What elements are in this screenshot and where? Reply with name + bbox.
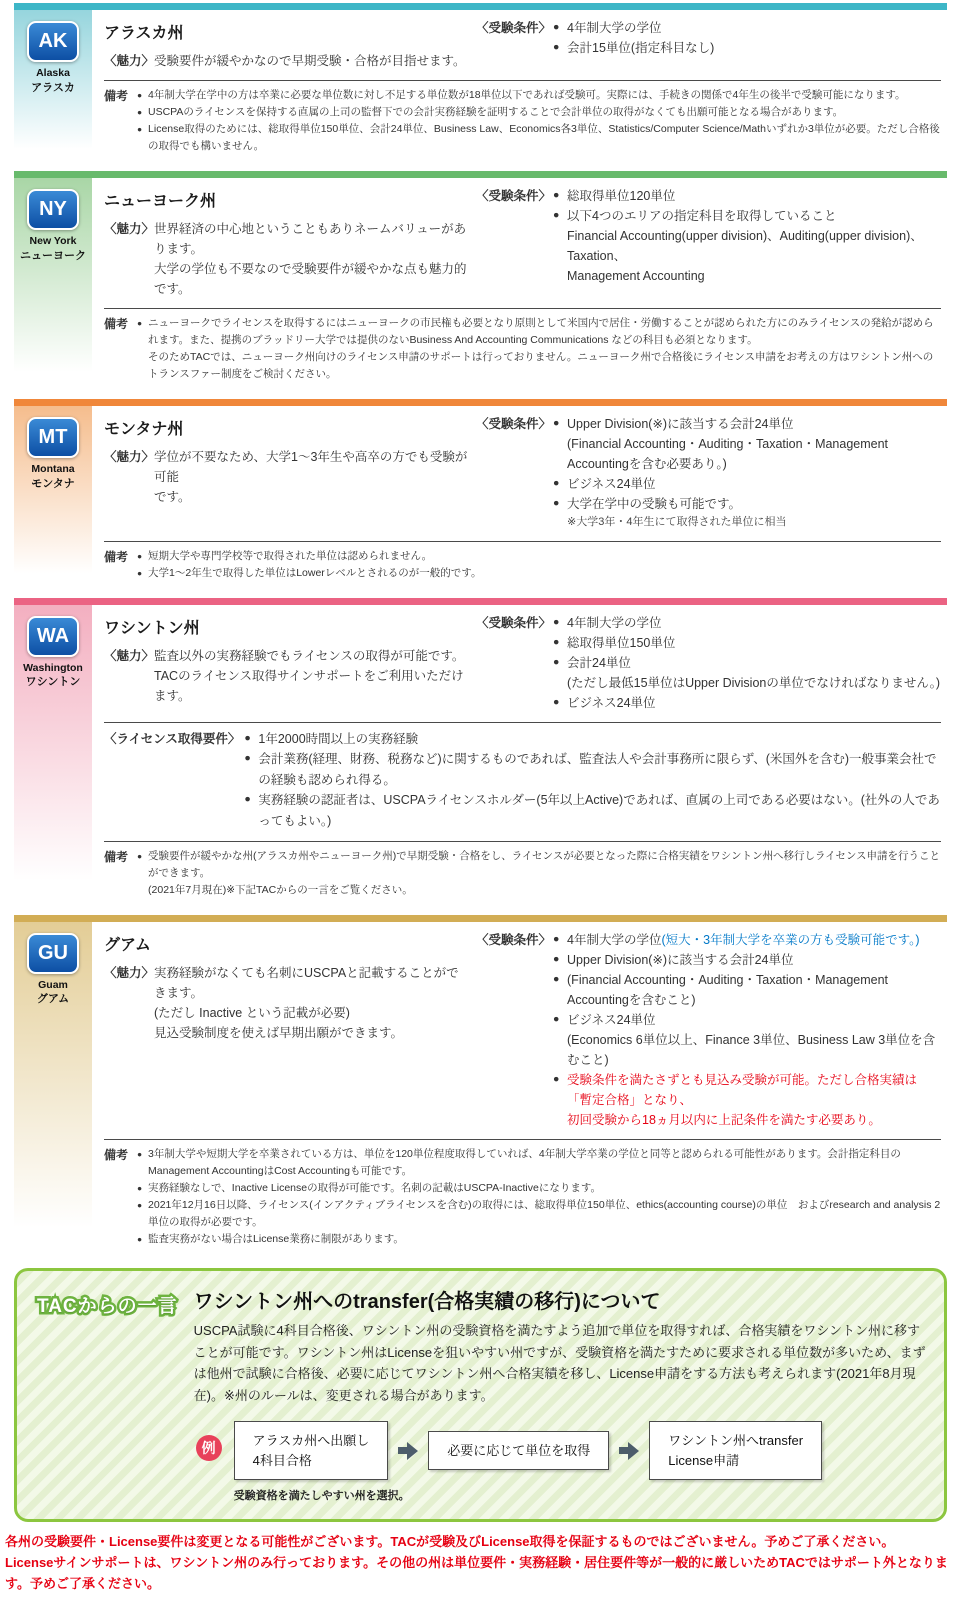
state-code-badge: AK	[27, 21, 79, 62]
exam-requirements-block	[476, 414, 941, 532]
appeal-line: です。	[154, 490, 191, 504]
state-section-ny	[14, 171, 947, 389]
divider	[104, 80, 941, 81]
note-line	[137, 104, 941, 121]
note-line	[137, 349, 941, 383]
req-line	[553, 1070, 941, 1110]
bullet-icon: ●	[553, 635, 560, 648]
state-rail	[14, 605, 92, 905]
state-section-mt	[14, 399, 947, 588]
text-segment: ※大学3年・4年生にて取得された単位に相当	[567, 516, 787, 528]
state-section-wa	[14, 598, 947, 905]
lic-line	[244, 790, 941, 831]
req-line	[553, 494, 941, 514]
text-segment: (2021年7月現在)※下記TACからの一言をご覧ください。	[148, 883, 413, 896]
req-line	[553, 206, 941, 226]
text-segment: License取得のためには、総取得単位150単位、会計24単位、Business Law、Economics各3単位、Statistics/Computer Science/Mathいずれか3単位が必要。ただし合格後の取得でも構いません。	[148, 123, 940, 152]
appeal-label: 〈魅力〉	[104, 54, 155, 68]
section-accent-bar	[14, 915, 947, 922]
appeal-lines	[154, 51, 466, 71]
appeal-block	[104, 447, 468, 507]
note-lines	[137, 87, 941, 155]
license-requirements-lines	[244, 729, 941, 832]
state-title: アラスカ州	[104, 25, 184, 42]
text-segment: (短大・3年制大学を卒業の方も受験可能です。)	[661, 932, 920, 947]
bullet-icon: ●	[244, 731, 251, 744]
state-rail	[14, 406, 92, 588]
text-segment: 監査実務がない場合はLicense業務に制限があります。	[148, 1232, 404, 1245]
note-lines	[137, 548, 481, 582]
tac-comment-box	[14, 1268, 947, 1522]
license-requirements-label: 〈ライセンス取得要件〉	[104, 731, 241, 746]
bullet-icon: ●	[553, 189, 560, 201]
appeal-line: 実務経験がなくても名刺にUSCPAと記載することができます。	[154, 965, 459, 1000]
state-rail	[14, 10, 92, 161]
license-requirements-wrap	[104, 722, 941, 832]
bullet-icon: ●	[553, 932, 560, 945]
tac-comment-paragraph: USCPA試験に4科目合格後、ワシントン州の受験資格を満たすよう追加で単位を取得すれば、合格実績をワシントン州に移すことが可能です。ワシントン州はLicenseを狙いやすい州ですが、受験資格を満たすために要求される単位数が多いため、まずは他州で試験に合格後、必要に応じてワシントン州へ合格実績を移し、License申請をする方法も考えられます(2021年8月現在)。※州のルールは、変更される場合があります。	[193, 1322, 926, 1404]
exam-requirements-label: 〈受験条件〉	[476, 417, 552, 431]
state-name-ja: アラスカ	[31, 81, 75, 94]
text-segment: Upper Division(※)に該当する会計24単位	[567, 417, 794, 431]
bullet-icon: ●	[553, 655, 560, 668]
state-section-gu	[14, 915, 947, 1254]
bullet-icon: ●	[137, 1148, 143, 1159]
exam-requirements-block	[476, 186, 941, 299]
text-segment: 3年制大学や短期大学を卒業されている方は、単位を120単位程度取得していれば、4年制大学卒業の学位と同等と認められる可能性があります。会計指定科目のManagement AccountingはCost Accountingも可能です。	[148, 1147, 901, 1177]
appeal-block	[104, 963, 468, 1043]
example-badge-icon: 例	[196, 1435, 222, 1461]
appeal-line: 世界経済の中心地ということもありネームバリューがあります。	[154, 222, 467, 256]
req-line	[553, 653, 940, 673]
section-accent-bar	[14, 598, 947, 605]
text-segment: 4年制大学の学位	[567, 615, 662, 630]
req-line	[553, 693, 940, 713]
notes-block	[104, 848, 941, 899]
text-segment: (ただし最低15単位はUpper Divisionの単位でなければなりません。)	[567, 675, 941, 690]
note-line	[137, 548, 481, 565]
text-segment: 受験条件を満たさずとも見込み受験が可能。ただし合格実績は「暫定合格」となり、	[567, 1072, 918, 1107]
text-segment: Upper Division(※)に該当する会計24単位	[567, 952, 794, 967]
req-line	[553, 1110, 941, 1130]
notes-block	[104, 548, 941, 582]
state-section-ak	[14, 3, 947, 161]
note-line	[137, 882, 941, 899]
bullet-icon: ●	[553, 41, 560, 53]
transfer-flow-steps	[234, 1421, 822, 1480]
exam-requirements-block	[476, 18, 941, 71]
flow-step-line: ワシントン州へtransfer	[668, 1433, 804, 1449]
exam-requirements-lines	[553, 613, 940, 713]
notes-label: 備考	[104, 549, 129, 564]
flow-step-line: 必要に応じて単位を取得	[447, 1442, 591, 1458]
disclaimer-line: Licenseサインサポートは、ワシントン州のみ行っております。その他の州は単位要件・実務経験・居住要件等が一般的に厳しいためTACではサポート外となります。予めご了承ください。	[5, 1554, 948, 1591]
req-line	[553, 18, 714, 38]
text-segment: ビジネス24単位	[567, 695, 656, 710]
text-segment: (Economics 6単位以上、Finance 3単位、Business Law 3単位を含むこと)	[567, 1032, 936, 1067]
text-segment: 初回受験から18ヵ月以内に上記条件を満たす必要あり。	[567, 1112, 881, 1127]
note-line	[137, 121, 941, 155]
notes-label: 備考	[104, 849, 129, 864]
appeal-line: 学位が不要なため、大学1～3年生や高卒の方でも受験が可能	[154, 450, 468, 484]
bullet-icon: ●	[553, 972, 560, 985]
bullet-icon: ●	[137, 567, 143, 578]
bullet-icon: ●	[137, 550, 143, 561]
lic-line	[244, 729, 941, 750]
text-segment: 4年制大学在学中の方は卒業に必要な単位数に対し不足する単位数が18単位以下であれば受験可。実際には、手続きの関係で4年生の後半で受験可能になります。	[148, 89, 906, 101]
section-accent-bar	[14, 3, 947, 10]
flow-step-line: アラスカ州へ出願し	[252, 1433, 370, 1449]
transfer-flow	[194, 1421, 926, 1503]
flow-step-line: 4科目合格	[252, 1452, 312, 1468]
notes-block	[104, 1146, 941, 1248]
appeal-line: TACのライセンス取得サインサポートをご利用いただけます。	[154, 668, 464, 703]
text-segment: 受験要件が緩やかな州(アラスカ州やニューヨーク州)で早期受験・合格をし、ライセンスが必要となった際に合格実績をワシントン州へ移行しライセンス申請を行うことができます。	[148, 849, 941, 879]
appeal-line: 監査以外の実務経験でもライセンスの取得が可能です。	[154, 648, 465, 663]
state-title: ワシントン州	[104, 619, 200, 637]
section-accent-bar	[14, 399, 947, 406]
bullet-icon: ●	[244, 752, 251, 765]
state-title: グアム	[104, 936, 151, 954]
req-line	[553, 38, 714, 58]
note-line	[137, 1180, 941, 1197]
bullet-icon: ●	[137, 124, 143, 134]
exam-requirements-label: 〈受験条件〉	[476, 932, 552, 947]
text-segment: ニューヨークでライセンスを取得するにはニューヨークの市民権も必要となり原則として米国内で居住・労働することが認められた方にのみライセンスの発給が認められます。また、提携のブラッドリー大学では提供のないBusiness And Accounting Communications などの科目も必須となります。	[148, 317, 934, 346]
appeal-line: 見込受験制度を使えば早期出願ができます。	[154, 1025, 404, 1040]
bullet-icon: ●	[553, 209, 560, 221]
text-segment: 2021年12月16日以降、ライセンス(インアクティブライセンスを含む)の取得には、総取得単位150単位、ethics(accounting course)の単位 およびresearch and analysis 2単位の取得が必要です。	[148, 1198, 941, 1228]
flow-arrow-icon	[619, 1442, 639, 1460]
text-segment: 4年制大学の学位	[567, 932, 662, 947]
state-code-badge: MT	[27, 417, 79, 458]
req-line	[553, 1030, 941, 1070]
note-lines	[137, 848, 941, 899]
bullet-icon: ●	[553, 615, 560, 628]
text-segment: ビジネス24単位	[567, 1012, 656, 1027]
state-code-badge: NY	[27, 189, 79, 230]
note-line	[137, 1197, 941, 1231]
state-name-ja: モンタナ	[31, 477, 75, 490]
appeal-label: 〈魅力〉	[104, 222, 155, 236]
appeal-lines	[154, 447, 468, 507]
flow-step-box	[234, 1421, 389, 1480]
text-segment: ビジネス24単位	[567, 477, 656, 491]
req-line	[553, 414, 941, 434]
appeal-line: 受験要件が緩やかなので早期受験・合格が目指せます。	[154, 54, 466, 68]
note-lines	[137, 1146, 941, 1248]
bullet-icon: ●	[137, 850, 143, 861]
tac-comment-badge: TACからの一言	[37, 1295, 178, 1317]
note-line	[137, 848, 941, 882]
req-line	[553, 226, 941, 266]
req-line	[553, 673, 940, 693]
divider	[104, 541, 941, 542]
state-title: モンタナ州	[104, 421, 184, 438]
appeal-lines	[154, 963, 468, 1043]
flow-caption: 受験資格を満たしやすい州を選択。	[233, 1490, 410, 1503]
tac-comment-title: ワシントン州へのtransfer(合格実績の移行)について	[193, 1290, 661, 1313]
appeal-block	[104, 646, 468, 706]
disclaimer-footer	[5, 1532, 956, 1594]
flow-arrow-icon	[398, 1442, 418, 1460]
exam-requirements-lines	[553, 930, 941, 1130]
text-segment: USCPAのライセンスを保持する直属の上司の監督下での会計実務経験を証明することで会計単位の取得がなくても出願可能となる場合があります。	[148, 106, 844, 118]
state-title: ニューヨーク州	[104, 193, 217, 210]
text-segment: 大学在学中の受験も可能です。	[567, 497, 742, 511]
text-segment: 会計業務(経理、財務、税務など)に関するものであれば、監査法人や会計事務所に限らず、(米国外を含む)一般事業会社での経験も認められ得る。	[258, 752, 937, 787]
exam-requirements-label: 〈受験条件〉	[476, 615, 552, 630]
bullet-icon: ●	[553, 1072, 560, 1085]
exam-requirements-block	[476, 613, 941, 713]
text-segment: 4年制大学の学位	[567, 21, 662, 35]
appeal-lines	[154, 219, 468, 299]
req-line	[553, 514, 941, 532]
flow-step-box	[649, 1421, 822, 1480]
text-segment: そのためTACでは、ニューヨーク州向けのライセンス申請のサポートは行っておりません。ニューヨーク州で合格後にライセンス申請をお考えの方はワシントン州へのトランスファー制度をご検討ください。	[148, 351, 934, 380]
req-line	[553, 474, 941, 494]
req-line	[553, 970, 941, 1010]
text-segment: 実務経験の認証者は、USCPAライセンスホルダー(5年以上Active)であれば、直属の上司である必要はない。(社外の人であってもよい。)	[258, 793, 940, 829]
divider	[104, 308, 941, 309]
text-segment: 総取得単位120単位	[567, 189, 676, 203]
state-name-en: Guam	[38, 978, 68, 991]
text-segment: 1年2000時間以上の実務経験	[258, 731, 419, 746]
text-segment: 短期大学や専門学校等で取得された単位は認められません。	[148, 549, 433, 562]
appeal-lines	[154, 646, 468, 706]
section-accent-bar	[14, 171, 947, 178]
exam-requirements-lines	[553, 18, 714, 58]
state-name-en: Washington	[23, 661, 83, 674]
state-name-en: Montana	[31, 463, 75, 475]
req-line	[553, 266, 941, 286]
state-code-badge: GU	[27, 933, 79, 974]
notes-label: 備考	[104, 317, 129, 331]
note-line	[137, 315, 941, 349]
appeal-line: (ただし Inactive という記載が必要)	[154, 1005, 350, 1020]
bullet-icon: ●	[553, 695, 560, 708]
appeal-block	[104, 51, 468, 71]
bullet-icon: ●	[553, 952, 560, 965]
text-segment: 以下4つのエリアの指定科目を取得していること	[567, 209, 837, 223]
bullet-icon: ●	[553, 497, 560, 509]
note-line	[137, 87, 941, 104]
text-segment: Management Accounting	[567, 269, 705, 283]
bullet-icon: ●	[137, 1199, 143, 1210]
text-segment: (Financial Accounting・Auditing・Taxation・Management Accountingを含むこと)	[567, 972, 889, 1007]
flow-step-line: License申請	[668, 1452, 740, 1468]
bullet-icon: ●	[553, 417, 560, 429]
req-line	[553, 434, 941, 474]
bullet-icon: ●	[137, 1182, 143, 1193]
state-name-en: Alaska	[36, 67, 70, 79]
exam-requirements-lines	[553, 414, 941, 532]
req-line	[553, 950, 941, 970]
divider	[104, 841, 941, 842]
note-line	[137, 1231, 941, 1248]
note-line	[137, 565, 481, 582]
state-name-ja: グアム	[36, 993, 70, 1006]
state-rail	[14, 922, 92, 1254]
notes-block	[104, 87, 941, 155]
req-line	[553, 613, 940, 633]
license-requirements-block	[104, 729, 941, 832]
note-lines	[137, 315, 941, 383]
divider	[104, 1139, 941, 1140]
bullet-icon: ●	[553, 477, 560, 489]
bullet-icon: ●	[244, 793, 251, 806]
req-line	[553, 1010, 941, 1030]
bullet-icon: ●	[137, 318, 143, 328]
state-name-ja: ニューヨーク	[20, 249, 86, 262]
appeal-label: 〈魅力〉	[104, 648, 155, 663]
req-line	[553, 930, 941, 950]
notes-block	[104, 315, 941, 383]
state-name-en: New York	[29, 235, 77, 247]
bullet-icon: ●	[137, 107, 143, 117]
appeal-line: 大学の学位も不要なので受験要件が緩やかな点も魅力的です。	[154, 262, 467, 296]
appeal-label: 〈魅力〉	[104, 965, 155, 980]
bullet-icon: ●	[137, 1233, 143, 1244]
bullet-icon: ●	[137, 90, 143, 100]
divider	[104, 722, 941, 723]
bullet-icon: ●	[553, 1012, 560, 1025]
appeal-label: 〈魅力〉	[104, 450, 155, 464]
text-segment: 会計15単位(指定科目なし)	[567, 41, 715, 55]
exam-requirements-block	[476, 930, 941, 1130]
text-segment: 実務経験なしで、Inactive Licenseの取得が可能です。名刺の記載はUSCPA-Inactiveになります。	[148, 1181, 601, 1194]
disclaimer-line: 各州の受験要件・License要件は変更となる可能性がございます。TACが受験及びLicense取得を保証するものではございません。予めご了承ください。	[5, 1534, 895, 1550]
lic-line	[244, 749, 941, 790]
appeal-block	[104, 219, 468, 299]
note-line	[137, 1146, 941, 1180]
text-segment: 会計24単位	[567, 655, 631, 670]
state-rail	[14, 178, 92, 389]
state-code-badge: WA	[27, 616, 79, 657]
bullet-icon: ●	[553, 21, 560, 33]
exam-requirements-label: 〈受験条件〉	[476, 189, 552, 203]
req-line	[553, 633, 940, 653]
text-segment: Financial Accounting(upper division)、Auditing(upper division)、Taxation、	[567, 229, 923, 263]
exam-requirements-lines	[553, 186, 941, 286]
req-line	[553, 186, 941, 206]
notes-label: 備考	[104, 1147, 129, 1162]
notes-label: 備考	[104, 89, 129, 103]
exam-requirements-label: 〈受験条件〉	[476, 21, 552, 35]
flow-step-box	[428, 1431, 609, 1471]
text-segment: 総取得単位150単位	[567, 635, 676, 650]
state-name-ja: ワシントン	[25, 676, 81, 689]
text-segment: 大学1～2年生で取得した単位はLowerレベルとされるのが一般的です。	[148, 566, 482, 579]
text-segment: (Financial Accounting・Auditing・Taxation・Management Accountingを含む必要あり。)	[567, 437, 889, 471]
